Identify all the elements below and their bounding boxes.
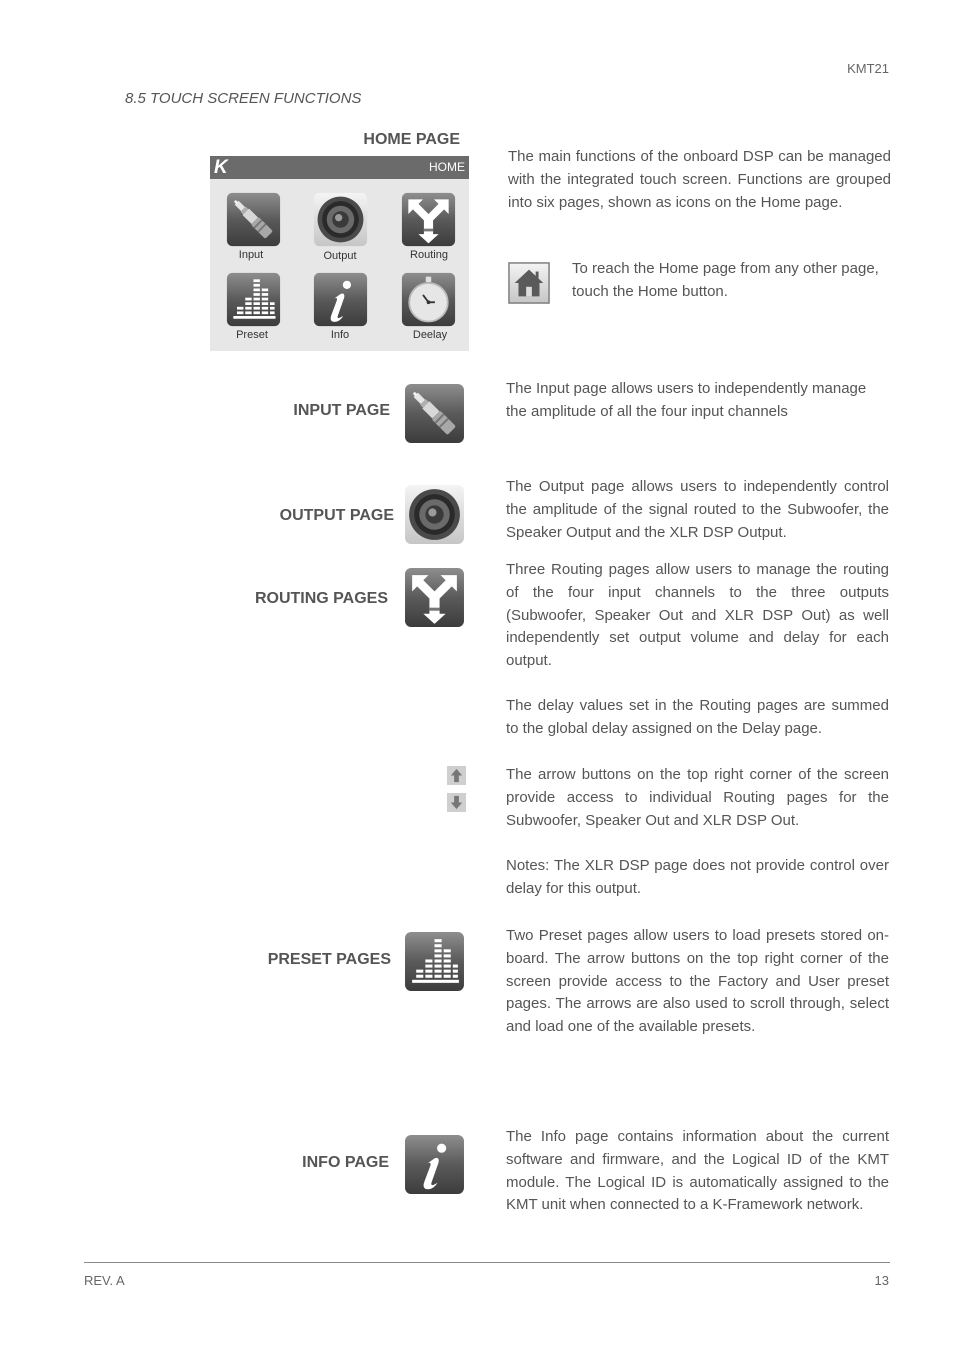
- home-screen-preview: [210, 156, 469, 351]
- preset-pages-label: PRESET PAGES: [267, 951, 391, 968]
- home-icon-label-output: Output: [323, 250, 357, 262]
- home-icon-label-preset: Preset: [236, 329, 268, 341]
- home-button-text: To reach the Home page from any other page, touch the Home button.: [572, 260, 879, 300]
- home-icon-label-input: Input: [238, 249, 264, 261]
- footer-divider: [84, 1262, 890, 1263]
- home-page-label: HOME PAGE: [363, 131, 460, 148]
- output-page-text: The Output page allows users to independently control the amplitude of the signal routed to the Subwoofer, the Speaker Output and the XLR DSP Output.: [506, 478, 889, 541]
- routing-arrows-icon: [401, 192, 456, 247]
- input-jack-icon: [404, 383, 465, 444]
- input-jack-icon: [226, 192, 281, 247]
- home-description: The main functions of the onboard DSP can be managed with the integrated touch screen. Functions are grouped into six pages, shown as icons on the Home page.: [508, 148, 891, 211]
- stopwatch-icon: [401, 272, 456, 327]
- input-page-text: The Input page allows users to independently manage the amplitude of all the four input channels: [506, 380, 867, 420]
- arrow-down-icon: [447, 793, 466, 812]
- routing-arrows-icon: [404, 567, 465, 628]
- info-page-label: INFO PAGE: [302, 1154, 389, 1171]
- page-number: 13: [874, 1273, 889, 1288]
- preset-bars-icon: [226, 272, 281, 327]
- home-icon: [508, 262, 550, 304]
- routing-notes-text: Notes: The XLR DSP page does not provide control over delay for this output.: [506, 857, 889, 897]
- routing-arrows-text: The arrow buttons on the top right corner of the screen provide access to individual Routing pages for the Subwoofer, Speaker Out and XLR DSP Out.: [506, 766, 889, 829]
- section-title: 8.5 TOUCH SCREEN FUNCTIONS: [125, 90, 362, 107]
- preset-bars-icon: [404, 931, 465, 992]
- home-icon-label-info: Info: [330, 329, 350, 341]
- document-id: KMT21: [847, 61, 889, 76]
- home-screen-title-bar: [210, 156, 469, 179]
- speaker-icon: [404, 484, 465, 545]
- preset-pages-text: Two Preset pages allow users to load presets stored on-board. The arrow buttons on the top right corner of the screen provide access to the Factory and User preset pages. The arrows are also used to scroll through, select and load one of the available presets.: [506, 927, 889, 1036]
- input-page-label: INPUT PAGE: [293, 402, 390, 419]
- routing-pages-label: ROUTING PAGES: [254, 590, 388, 607]
- home-icon-label-delay: Deelay: [412, 329, 448, 341]
- routing-pages-text: Three Routing pages allow users to manage the routing of the four input channels to the three outputs (Subwoofer, Speaker Out and XLR DSP Out) as well independently set output volume and delay for each output.: [506, 561, 889, 670]
- k-logo: K: [214, 157, 228, 178]
- info-icon: [313, 272, 368, 327]
- footer-revision: REV. A: [84, 1273, 125, 1288]
- arrow-up-icon: [447, 766, 466, 785]
- home-screen-title: HOME: [429, 160, 465, 174]
- routing-delay-text: The delay values set in the Routing pages are summed to the global delay assigned on the Delay page.: [506, 697, 889, 737]
- home-icon-label-routing: Routing: [410, 249, 448, 261]
- info-page-text: The Info page contains information about the current software and firmware, and the Logical ID of the KMT module. The Logical ID is automatically assigned to the KMT unit when connected to a K-Framework network.: [506, 1128, 889, 1214]
- speaker-icon: [313, 192, 368, 247]
- info-icon: [404, 1134, 465, 1195]
- output-page-label: OUTPUT PAGE: [279, 507, 394, 524]
